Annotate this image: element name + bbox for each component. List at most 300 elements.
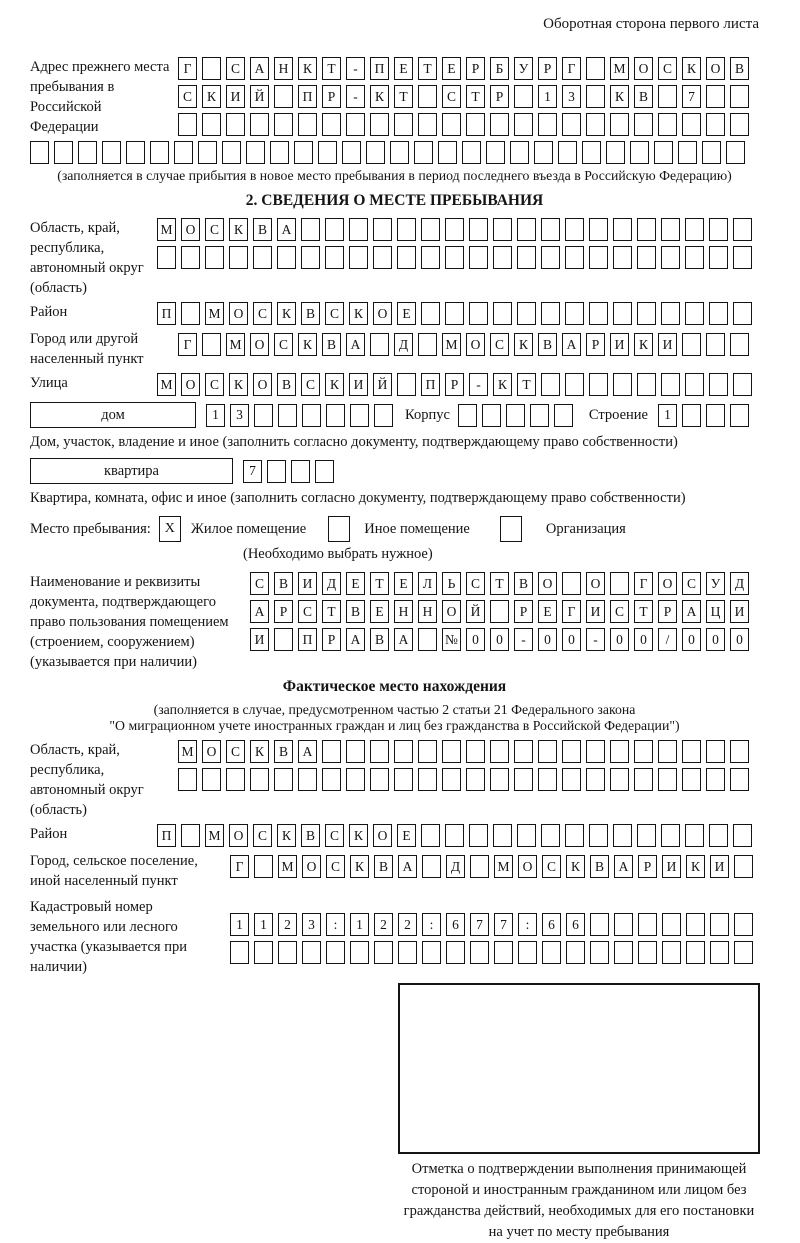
char-cell[interactable] [302,941,321,964]
char-cell[interactable]: В [322,333,341,356]
char-cell[interactable] [298,113,317,136]
char-cell[interactable]: В [590,855,609,878]
char-cell[interactable]: К [566,855,585,878]
char-cell[interactable]: Р [514,600,533,623]
char-cell[interactable]: В [274,740,293,763]
char-cell[interactable]: И [298,572,317,595]
char-cell[interactable]: № [442,628,461,651]
char-cell[interactable] [418,768,437,791]
char-cell[interactable] [315,460,334,483]
char-cell[interactable] [566,941,585,964]
char-cell[interactable] [613,302,632,325]
char-cell[interactable]: М [157,218,176,241]
char-cell[interactable] [613,824,632,847]
char-cell[interactable] [442,740,461,763]
char-cell[interactable]: Е [346,572,365,595]
char-cell[interactable]: Л [418,572,437,595]
char-cell[interactable] [730,333,749,356]
char-cell[interactable]: О [466,333,485,356]
char-cell[interactable]: К [610,85,629,108]
char-cell[interactable] [682,113,701,136]
char-cell[interactable]: К [682,57,701,80]
char-cell[interactable]: К [229,373,248,396]
char-cell[interactable] [326,404,345,427]
char-cell[interactable]: Д [322,572,341,595]
char-cell[interactable] [638,913,657,936]
char-cell[interactable]: К [514,333,533,356]
char-cell[interactable] [278,404,297,427]
char-cell[interactable]: Г [634,572,653,595]
char-cell[interactable]: Р [658,600,677,623]
char-cell[interactable]: 0 [730,628,749,651]
char-cell[interactable] [322,768,341,791]
char-cell[interactable] [530,404,549,427]
char-cell[interactable]: П [157,824,176,847]
char-cell[interactable] [685,373,704,396]
char-cell[interactable] [662,913,681,936]
char-cell[interactable]: 7 [682,85,701,108]
char-cell[interactable]: В [634,85,653,108]
char-cell[interactable] [586,740,605,763]
char-cell[interactable] [682,768,701,791]
char-cell[interactable] [614,941,633,964]
char-cell[interactable] [538,113,557,136]
char-cell[interactable]: : [422,913,441,936]
char-cell[interactable] [322,740,341,763]
char-cell[interactable] [421,302,440,325]
char-cell[interactable]: Р [274,600,293,623]
char-cell[interactable] [734,913,753,936]
char-cell[interactable] [274,768,293,791]
char-cell[interactable]: К [686,855,705,878]
char-cell[interactable] [710,913,729,936]
char-cell[interactable]: 0 [466,628,485,651]
char-cell[interactable] [442,113,461,136]
char-cell[interactable]: И [730,600,749,623]
char-cell[interactable]: Й [250,85,269,108]
char-cell[interactable]: О [253,373,272,396]
char-cell[interactable] [250,113,269,136]
char-cell[interactable] [394,740,413,763]
char-cell[interactable]: К [349,824,368,847]
char-cell[interactable]: Е [370,600,389,623]
char-cell[interactable] [421,246,440,269]
char-cell[interactable]: И [710,855,729,878]
char-cell[interactable] [586,57,605,80]
char-cell[interactable]: Р [445,373,464,396]
char-cell[interactable]: 7 [470,913,489,936]
char-cell[interactable] [470,941,489,964]
char-cell[interactable]: / [658,628,677,651]
char-cell[interactable]: К [277,824,296,847]
char-cell[interactable]: П [421,373,440,396]
char-cell[interactable]: Д [446,855,465,878]
char-cell[interactable] [302,404,321,427]
char-cell[interactable] [685,302,704,325]
char-cell[interactable]: - [346,85,365,108]
char-cell[interactable] [253,246,272,269]
char-cell[interactable]: Е [442,57,461,80]
char-cell[interactable] [706,740,725,763]
char-cell[interactable]: В [301,302,320,325]
house-type-field[interactable]: дом [30,402,196,428]
char-cell[interactable] [226,113,245,136]
char-cell[interactable] [517,824,536,847]
char-cell[interactable]: Е [538,600,557,623]
char-cell[interactable] [582,141,601,164]
char-cell[interactable] [730,768,749,791]
char-cell[interactable] [726,141,745,164]
char-cell[interactable]: И [658,333,677,356]
char-cell[interactable] [274,85,293,108]
char-cell[interactable] [294,141,313,164]
char-cell[interactable]: Р [638,855,657,878]
char-cell[interactable]: Е [397,302,416,325]
char-cell[interactable]: С [326,855,345,878]
char-cell[interactable] [517,246,536,269]
char-cell[interactable] [734,941,753,964]
char-cell[interactable]: О [658,572,677,595]
char-cell[interactable] [250,768,269,791]
char-cell[interactable]: С [658,57,677,80]
char-cell[interactable] [446,941,465,964]
char-cell[interactable] [686,941,705,964]
char-cell[interactable] [730,404,749,427]
char-cell[interactable]: К [298,333,317,356]
char-cell[interactable] [397,373,416,396]
char-cell[interactable]: М [442,333,461,356]
char-cell[interactable]: : [326,913,345,936]
char-cell[interactable] [254,404,273,427]
char-cell[interactable]: 0 [706,628,725,651]
char-cell[interactable] [349,218,368,241]
char-cell[interactable] [298,768,317,791]
char-cell[interactable]: К [370,85,389,108]
char-cell[interactable]: 2 [278,913,297,936]
char-cell[interactable]: О [373,824,392,847]
char-cell[interactable] [538,768,557,791]
char-cell[interactable] [541,218,560,241]
char-cell[interactable] [637,373,656,396]
char-cell[interactable] [534,141,553,164]
char-cell[interactable]: И [610,333,629,356]
char-cell[interactable] [267,460,286,483]
char-cell[interactable]: В [730,57,749,80]
char-cell[interactable] [350,941,369,964]
char-cell[interactable]: О [181,218,200,241]
char-cell[interactable] [418,333,437,356]
char-cell[interactable] [373,246,392,269]
char-cell[interactable] [322,113,341,136]
char-cell[interactable] [462,141,481,164]
char-cell[interactable]: С [542,855,561,878]
char-cell[interactable] [493,302,512,325]
char-cell[interactable] [589,218,608,241]
char-cell[interactable] [301,218,320,241]
char-cell[interactable] [254,941,273,964]
char-cell[interactable] [589,824,608,847]
char-cell[interactable] [634,740,653,763]
char-cell[interactable]: Т [322,57,341,80]
char-cell[interactable]: Т [634,600,653,623]
char-cell[interactable]: Й [466,600,485,623]
char-cell[interactable] [637,218,656,241]
char-cell[interactable] [733,218,752,241]
char-cell[interactable] [637,824,656,847]
char-cell[interactable]: К [634,333,653,356]
char-cell[interactable] [438,141,457,164]
char-cell[interactable]: С [274,333,293,356]
char-cell[interactable] [565,302,584,325]
char-cell[interactable] [730,85,749,108]
char-cell[interactable] [562,572,581,595]
char-cell[interactable] [682,740,701,763]
char-cell[interactable] [586,113,605,136]
char-cell[interactable] [397,218,416,241]
char-cell[interactable]: Т [322,600,341,623]
char-cell[interactable] [390,141,409,164]
char-cell[interactable] [418,85,437,108]
char-cell[interactable]: О [706,57,725,80]
char-cell[interactable]: Т [418,57,437,80]
char-cell[interactable]: Н [418,600,437,623]
char-cell[interactable] [490,600,509,623]
char-cell[interactable]: К [277,302,296,325]
char-cell[interactable]: С [178,85,197,108]
char-cell[interactable]: А [346,333,365,356]
char-cell[interactable]: Н [274,57,293,80]
char-cell[interactable] [466,740,485,763]
char-cell[interactable]: К [229,218,248,241]
char-cell[interactable]: 2 [374,913,393,936]
char-cell[interactable]: Й [373,373,392,396]
char-cell[interactable] [730,740,749,763]
char-cell[interactable]: С [253,824,272,847]
char-cell[interactable]: С [301,373,320,396]
char-cell[interactable] [706,404,725,427]
char-cell[interactable] [469,246,488,269]
char-cell[interactable] [709,218,728,241]
char-cell[interactable] [230,941,249,964]
char-cell[interactable] [301,246,320,269]
char-cell[interactable] [586,768,605,791]
char-cell[interactable] [706,85,725,108]
char-cell[interactable]: И [250,628,269,651]
char-cell[interactable] [661,824,680,847]
char-cell[interactable] [685,218,704,241]
char-cell[interactable] [562,768,581,791]
char-cell[interactable] [150,141,169,164]
char-cell[interactable] [445,218,464,241]
char-cell[interactable] [370,740,389,763]
char-cell[interactable] [222,141,241,164]
char-cell[interactable]: И [662,855,681,878]
char-cell[interactable]: Г [178,57,197,80]
char-cell[interactable] [370,333,389,356]
char-cell[interactable] [710,941,729,964]
char-cell[interactable] [202,768,221,791]
char-cell[interactable] [466,113,485,136]
char-cell[interactable]: К [250,740,269,763]
char-cell[interactable] [678,141,697,164]
char-cell[interactable]: - [346,57,365,80]
char-cell[interactable] [658,85,677,108]
char-cell[interactable] [709,246,728,269]
char-cell[interactable]: 0 [682,628,701,651]
char-cell[interactable] [181,246,200,269]
char-cell[interactable] [374,941,393,964]
char-cell[interactable]: У [706,572,725,595]
char-cell[interactable] [685,246,704,269]
char-cell[interactable] [586,85,605,108]
char-cell[interactable] [397,246,416,269]
char-cell[interactable]: С [205,373,224,396]
char-cell[interactable] [682,404,701,427]
char-cell[interactable] [638,941,657,964]
char-cell[interactable] [658,113,677,136]
char-cell[interactable] [541,302,560,325]
char-cell[interactable]: В [274,572,293,595]
char-cell[interactable] [254,855,273,878]
char-cell[interactable]: У [514,57,533,80]
char-cell[interactable] [610,113,629,136]
char-cell[interactable]: О [202,740,221,763]
char-cell[interactable] [493,218,512,241]
char-cell[interactable]: В [370,628,389,651]
char-cell[interactable] [589,246,608,269]
char-cell[interactable] [445,246,464,269]
char-cell[interactable]: К [349,302,368,325]
char-cell[interactable]: Д [394,333,413,356]
char-cell[interactable] [350,404,369,427]
char-cell[interactable] [606,141,625,164]
char-cell[interactable]: В [374,855,393,878]
char-cell[interactable] [630,141,649,164]
char-cell[interactable] [445,824,464,847]
char-cell[interactable] [661,302,680,325]
char-cell[interactable]: С [226,57,245,80]
char-cell[interactable]: К [298,57,317,80]
char-cell[interactable]: Е [394,57,413,80]
char-cell[interactable] [126,141,145,164]
char-cell[interactable] [709,302,728,325]
char-cell[interactable] [490,113,509,136]
char-cell[interactable] [589,302,608,325]
char-cell[interactable]: - [586,628,605,651]
char-cell[interactable] [349,246,368,269]
char-cell[interactable] [445,302,464,325]
char-cell[interactable]: 3 [302,913,321,936]
char-cell[interactable]: М [610,57,629,80]
char-cell[interactable] [418,628,437,651]
char-cell[interactable]: Г [562,600,581,623]
char-cell[interactable] [514,113,533,136]
char-cell[interactable]: 0 [538,628,557,651]
char-cell[interactable] [589,373,608,396]
char-cell[interactable] [706,113,725,136]
char-cell[interactable] [590,941,609,964]
char-cell[interactable]: Ь [442,572,461,595]
char-cell[interactable] [466,768,485,791]
char-cell[interactable]: 1 [230,913,249,936]
char-cell[interactable] [442,768,461,791]
char-cell[interactable]: О [181,373,200,396]
char-cell[interactable] [662,941,681,964]
char-cell[interactable] [538,740,557,763]
char-cell[interactable] [565,373,584,396]
char-cell[interactable]: С [298,600,317,623]
char-cell[interactable] [514,85,533,108]
char-cell[interactable]: 2 [398,913,417,936]
char-cell[interactable]: А [398,855,417,878]
char-cell[interactable] [685,824,704,847]
char-cell[interactable] [733,373,752,396]
char-cell[interactable]: С [610,600,629,623]
char-cell[interactable]: А [614,855,633,878]
char-cell[interactable]: С [226,740,245,763]
char-cell[interactable] [614,913,633,936]
char-cell[interactable]: В [538,333,557,356]
char-cell[interactable] [469,302,488,325]
char-cell[interactable] [78,141,97,164]
char-cell[interactable] [541,824,560,847]
char-cell[interactable]: О [250,333,269,356]
char-cell[interactable] [205,246,224,269]
char-cell[interactable] [562,113,581,136]
char-cell[interactable]: Т [490,572,509,595]
char-cell[interactable] [613,218,632,241]
char-cell[interactable] [325,246,344,269]
char-cell[interactable] [562,740,581,763]
char-cell[interactable] [730,113,749,136]
char-cell[interactable] [613,246,632,269]
char-cell[interactable] [506,404,525,427]
char-cell[interactable]: О [518,855,537,878]
char-cell[interactable]: С [466,572,485,595]
apartment-type-field[interactable]: квартира [30,458,233,484]
char-cell[interactable] [422,941,441,964]
char-cell[interactable]: Б [490,57,509,80]
char-cell[interactable]: В [346,600,365,623]
char-cell[interactable]: 1 [538,85,557,108]
char-cell[interactable] [277,246,296,269]
char-cell[interactable]: А [682,600,701,623]
char-cell[interactable]: 1 [350,913,369,936]
char-cell[interactable]: 6 [566,913,585,936]
char-cell[interactable]: С [442,85,461,108]
char-cell[interactable] [418,740,437,763]
char-cell[interactable]: Р [466,57,485,80]
char-cell[interactable] [493,824,512,847]
char-cell[interactable] [346,113,365,136]
char-cell[interactable]: К [350,855,369,878]
char-cell[interactable] [510,141,529,164]
char-cell[interactable]: О [634,57,653,80]
char-cell[interactable]: 1 [658,404,677,427]
char-cell[interactable]: И [586,600,605,623]
char-cell[interactable]: Т [370,572,389,595]
char-cell[interactable] [634,113,653,136]
char-cell[interactable]: М [278,855,297,878]
char-cell[interactable]: С [325,302,344,325]
char-cell[interactable] [706,768,725,791]
char-cell[interactable]: В [253,218,272,241]
char-cell[interactable]: Г [562,57,581,80]
char-cell[interactable]: К [202,85,221,108]
char-cell[interactable]: 0 [634,628,653,651]
char-cell[interactable] [658,768,677,791]
char-cell[interactable]: - [514,628,533,651]
